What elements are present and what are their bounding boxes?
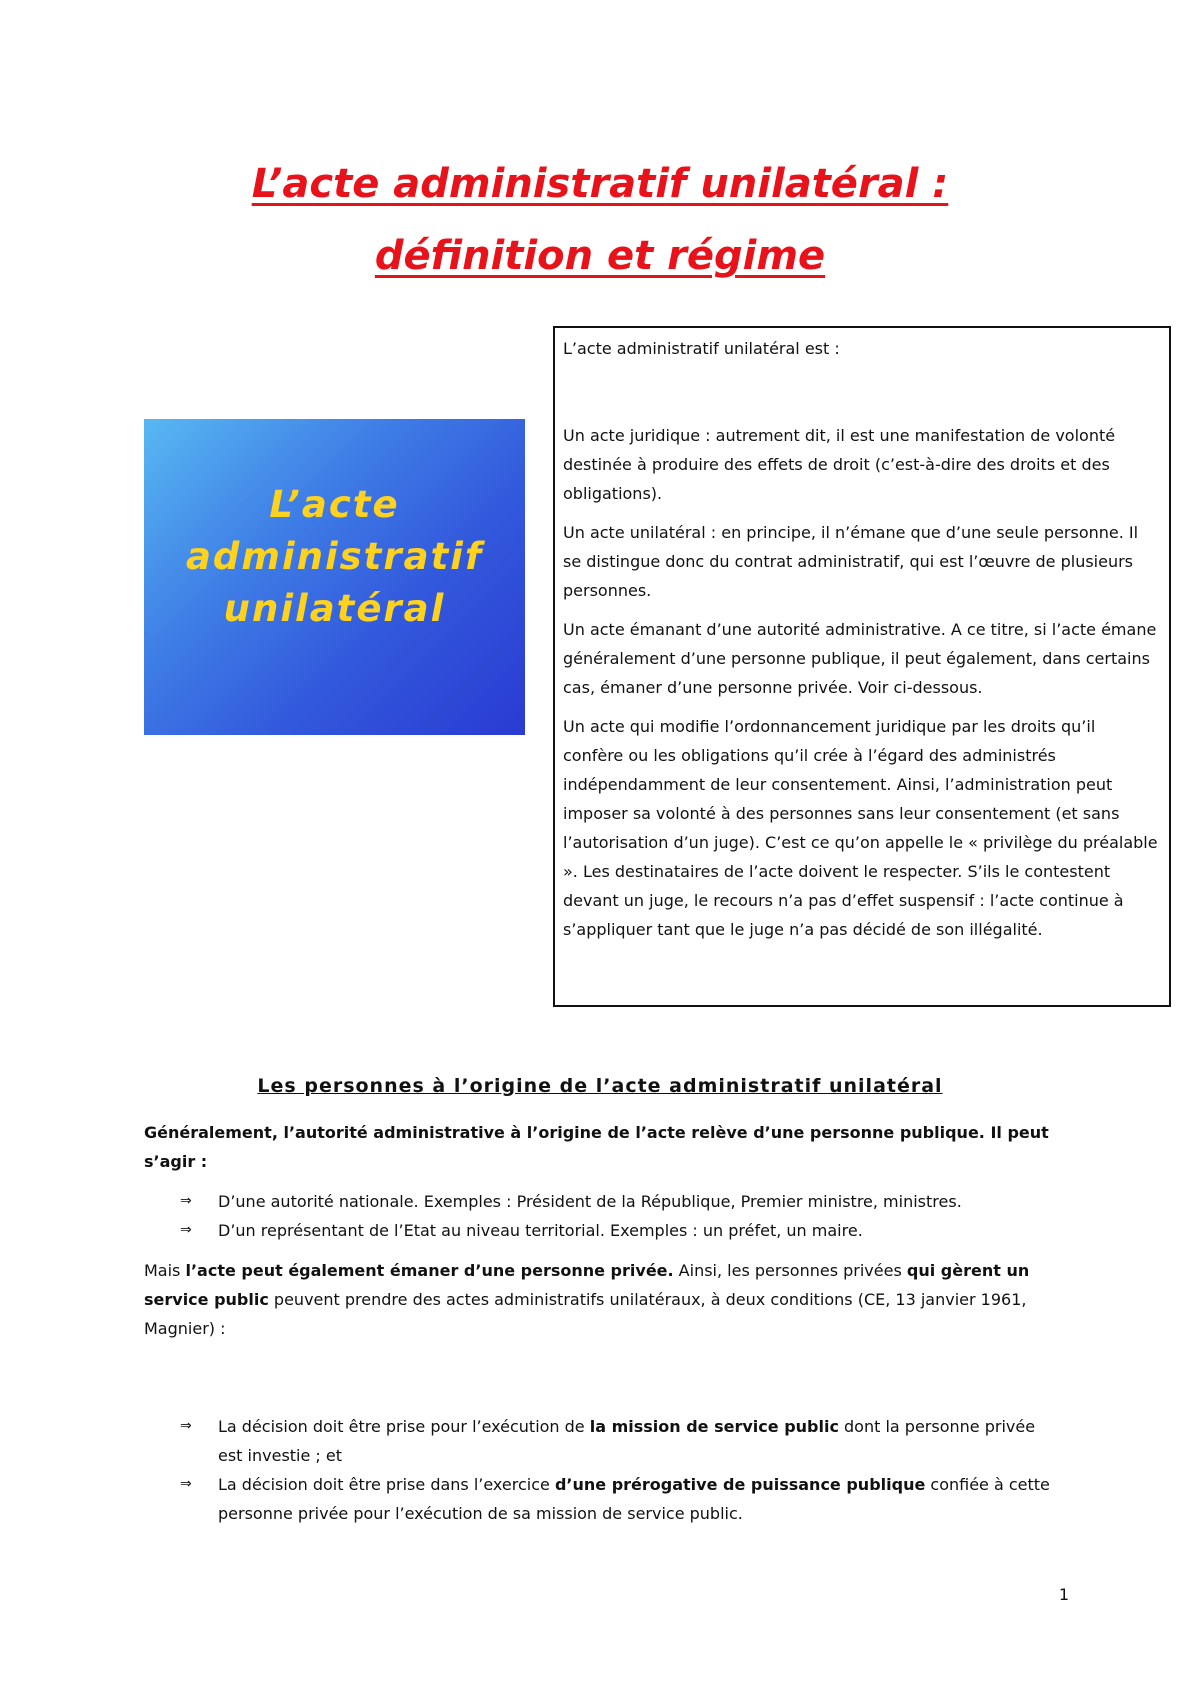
title-line-1: L’acte administratif unilatéral :	[251, 161, 949, 207]
bold-run: l’acte peut également émaner d’une personne privée.	[185, 1261, 674, 1280]
illustration-line-2: administratif	[185, 535, 484, 578]
list-autorites	[144, 1187, 1064, 1245]
page-number: 1	[1058, 1585, 1069, 1604]
list-item-text: D’un représentant de l’Etat au niveau territorial. Exemples : un préfet, un maire.	[218, 1221, 863, 1240]
list-conditions	[144, 1412, 1064, 1528]
arrow-right-icon: ⇒	[180, 1418, 192, 1434]
text-run: confiée à cette personne privée pour l’exécution de sa mission de service public.	[218, 1475, 1050, 1523]
arrow-right-icon: ⇒	[180, 1476, 192, 1492]
page-title	[0, 148, 1200, 292]
paragraph-personne-privee	[144, 1256, 1064, 1343]
paragraph-personne-publique: Généralement, l’autorité administrative à l’origine de l’acte relève d’une personne publique. Il peut s’agir :	[144, 1123, 1049, 1171]
illustration-caption	[186, 479, 483, 635]
bold-run: la mission de service public	[589, 1417, 839, 1436]
definition-item-juridique: Un acte juridique : autrement dit, il est une manifestation de volonté destinée à produire des effets de droit (c’est-à-dire des droits et des obligations).	[563, 426, 1116, 503]
illustration-line-1: L’acte	[269, 483, 400, 526]
text-run: La décision doit être prise dans l’exercice	[218, 1475, 555, 1494]
definition-item-ordonnancement: Un acte qui modifie l’ordonnancement juridique par les droits qu’il confère ou les obligations qu’il crée à l’égard des administrés indépendamment de leur consentement. Ainsi, l’administration peut imposer sa volonté à des personnes sans leur consentement (et sans l’autorisation d’un juge). C’est ce qu’on appelle le « privilège du préalable ». Les destinataires de l’acte doivent le respecter. S’ils le contestent devant un juge, le recours n’a pas d’effet suspensif : l’acte continue à s’appliquer tant que le juge n’a pas décidé de son illégalité.	[563, 717, 1158, 939]
text-run: Ainsi, les personnes privées	[673, 1261, 907, 1280]
spacer	[144, 1343, 1064, 1401]
list-item	[144, 1216, 1064, 1245]
section-content	[144, 1118, 1064, 1539]
definition-item-autorite: Un acte émanant d’une autorité administrative. A ce titre, si l’acte émane généralement d’une personne publique, il peut également, dans certains cas, émaner d’une personne privée. Voir ci-dessous.	[563, 620, 1157, 697]
text-run: Mais	[144, 1261, 186, 1280]
title-line-2: définition et régime	[374, 233, 826, 279]
definition-intro: L’acte administratif unilatéral est :	[563, 339, 840, 358]
text-run: La décision doit être prise pour l’exécution de	[218, 1417, 590, 1436]
bold-run: qui gèrent un service public	[144, 1261, 1030, 1309]
definition-box	[553, 326, 1171, 1007]
bold-run: d’une prérogative de puissance publique	[554, 1475, 926, 1494]
text-run: dont la personne privée est investie ; et	[218, 1417, 1036, 1465]
definition-item-unilateral: Un acte unilatéral : en principe, il n’émane que d’une seule personne. Il se distingue donc du contrat administratif, qui est l’œuvre de plusieurs personnes.	[563, 523, 1139, 600]
section-heading: Les personnes à l’origine de l’acte administratif unilatéral	[257, 1075, 943, 1097]
list-item	[144, 1470, 1064, 1528]
list-item	[144, 1187, 1064, 1216]
illustration-line-3: unilatéral	[223, 587, 446, 630]
arrow-right-icon: ⇒	[180, 1193, 192, 1209]
text-run: peuvent prendre des actes administratifs unilatéraux, à deux conditions (CE, 13 janvier 1961, Magnier) :	[144, 1290, 1027, 1338]
arrow-right-icon: ⇒	[180, 1222, 192, 1238]
illustration-image	[144, 419, 525, 735]
list-item	[144, 1412, 1064, 1470]
list-item-text: D’une autorité nationale. Exemples : Président de la République, Premier ministre, ministres.	[218, 1192, 962, 1211]
